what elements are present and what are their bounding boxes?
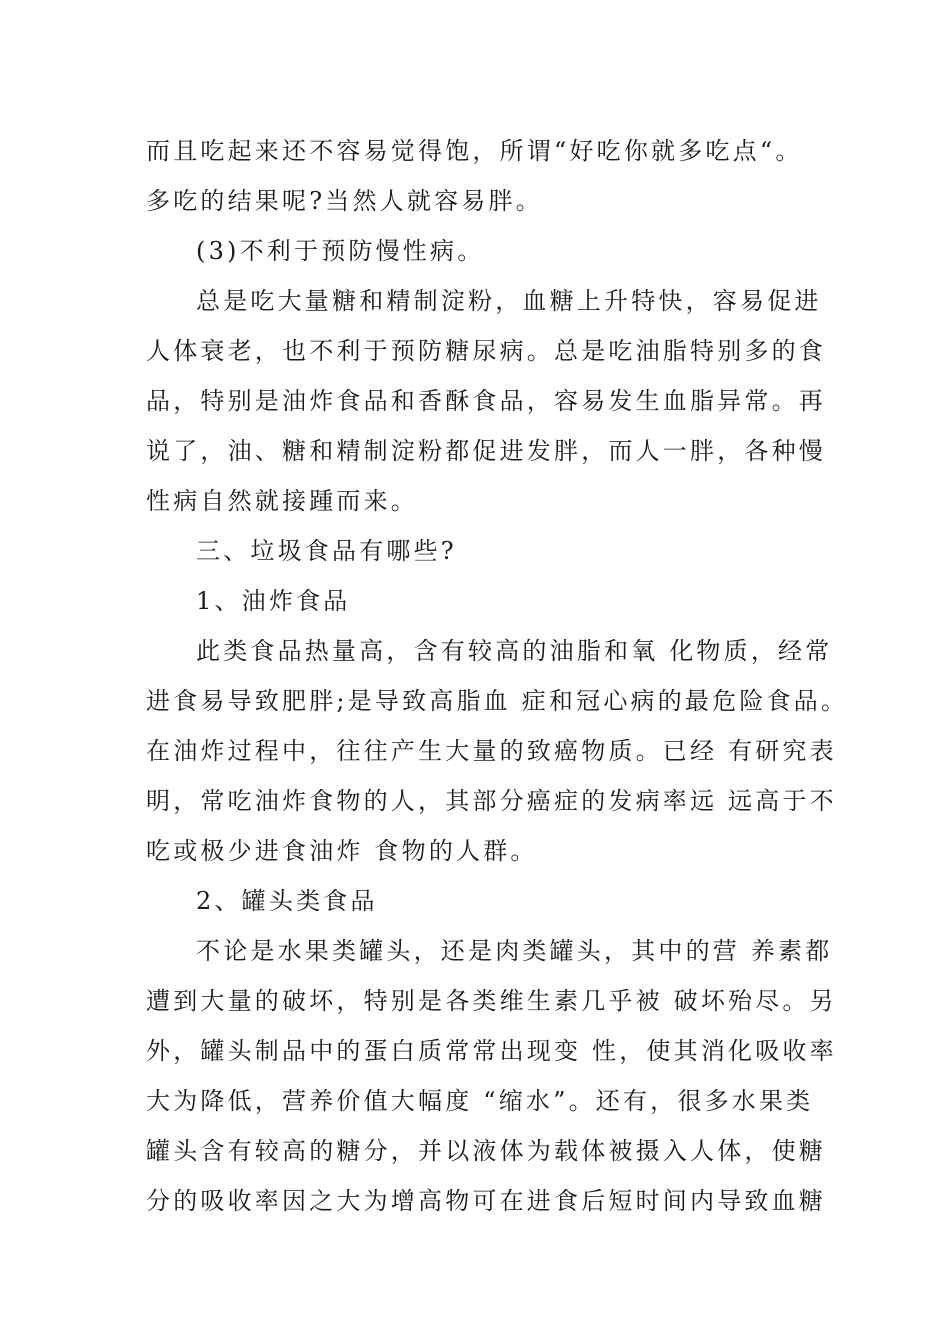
section-heading: (3)不利于预防慢性病。: [196, 237, 485, 265]
paragraph-line: 不论是水果类罐头，还是肉类罐头，其中的营 养素都: [196, 937, 833, 965]
paragraph-line: 人体衰老，也不利于预防糖尿病。总是吃油脂特别多的食: [146, 337, 826, 365]
paragraph-line: 遭到大量的破坏，特别是各类维生素几乎被 破坏殆尽。另: [146, 987, 837, 1015]
paragraph-line: 外，罐头制品中的蛋白质常常出现变 性，使其消化吸收率: [146, 1037, 837, 1065]
subsection-heading: 1、油炸食品: [196, 587, 351, 615]
paragraph-line: 在油炸过程中，往往产生大量的致癌物质。已经 有研究表: [146, 737, 837, 765]
section-heading: 三、垃圾食品有哪些?: [196, 537, 457, 565]
paragraph-line: 说了，油、糖和精制淀粉都促进发胖，而人一胖，各种慢: [146, 437, 826, 465]
paragraph-line: 吃或极少进食油炸 食物的人群。: [146, 837, 538, 865]
paragraph-line: 此类食品热量高，含有较高的油脂和氧 化物质，经常: [196, 637, 833, 665]
paragraph-line: 明，常吃油炸食物的人，其部分癌症的发病率远 远高于不: [146, 787, 837, 815]
paragraph-line: 分的吸收率因之大为增高物可在进食后短时间内导致血糖: [146, 1187, 826, 1215]
paragraph-line: 品，特别是油炸食品和香酥食品，容易发生血脂异常。再: [146, 387, 826, 415]
paragraph-line: 进食易导致肥胖;是导致高脂血 症和冠心病的最危险食品。: [146, 687, 849, 715]
paragraph-line: 罐头含有较高的糖分，并以液体为载体被摄入人体，使糖: [146, 1137, 826, 1165]
paragraph-line: 多吃的结果呢?当然人就容易胖。: [146, 187, 543, 215]
paragraph-line: 性病自然就接踵而来。: [146, 487, 418, 515]
paragraph-line: 大为降低，营养价值大幅度 “缩水”。还有，很多水果类: [146, 1087, 814, 1115]
subsection-heading: 2、罐头类食品: [196, 887, 378, 915]
paragraph-line: 总是吃大量糖和精制淀粉，血糖上升特快，容易促进: [196, 287, 822, 315]
paragraph-line: 而且吃起来还不容易觉得饱，所谓“好吃你就多吃点“。: [146, 137, 803, 165]
